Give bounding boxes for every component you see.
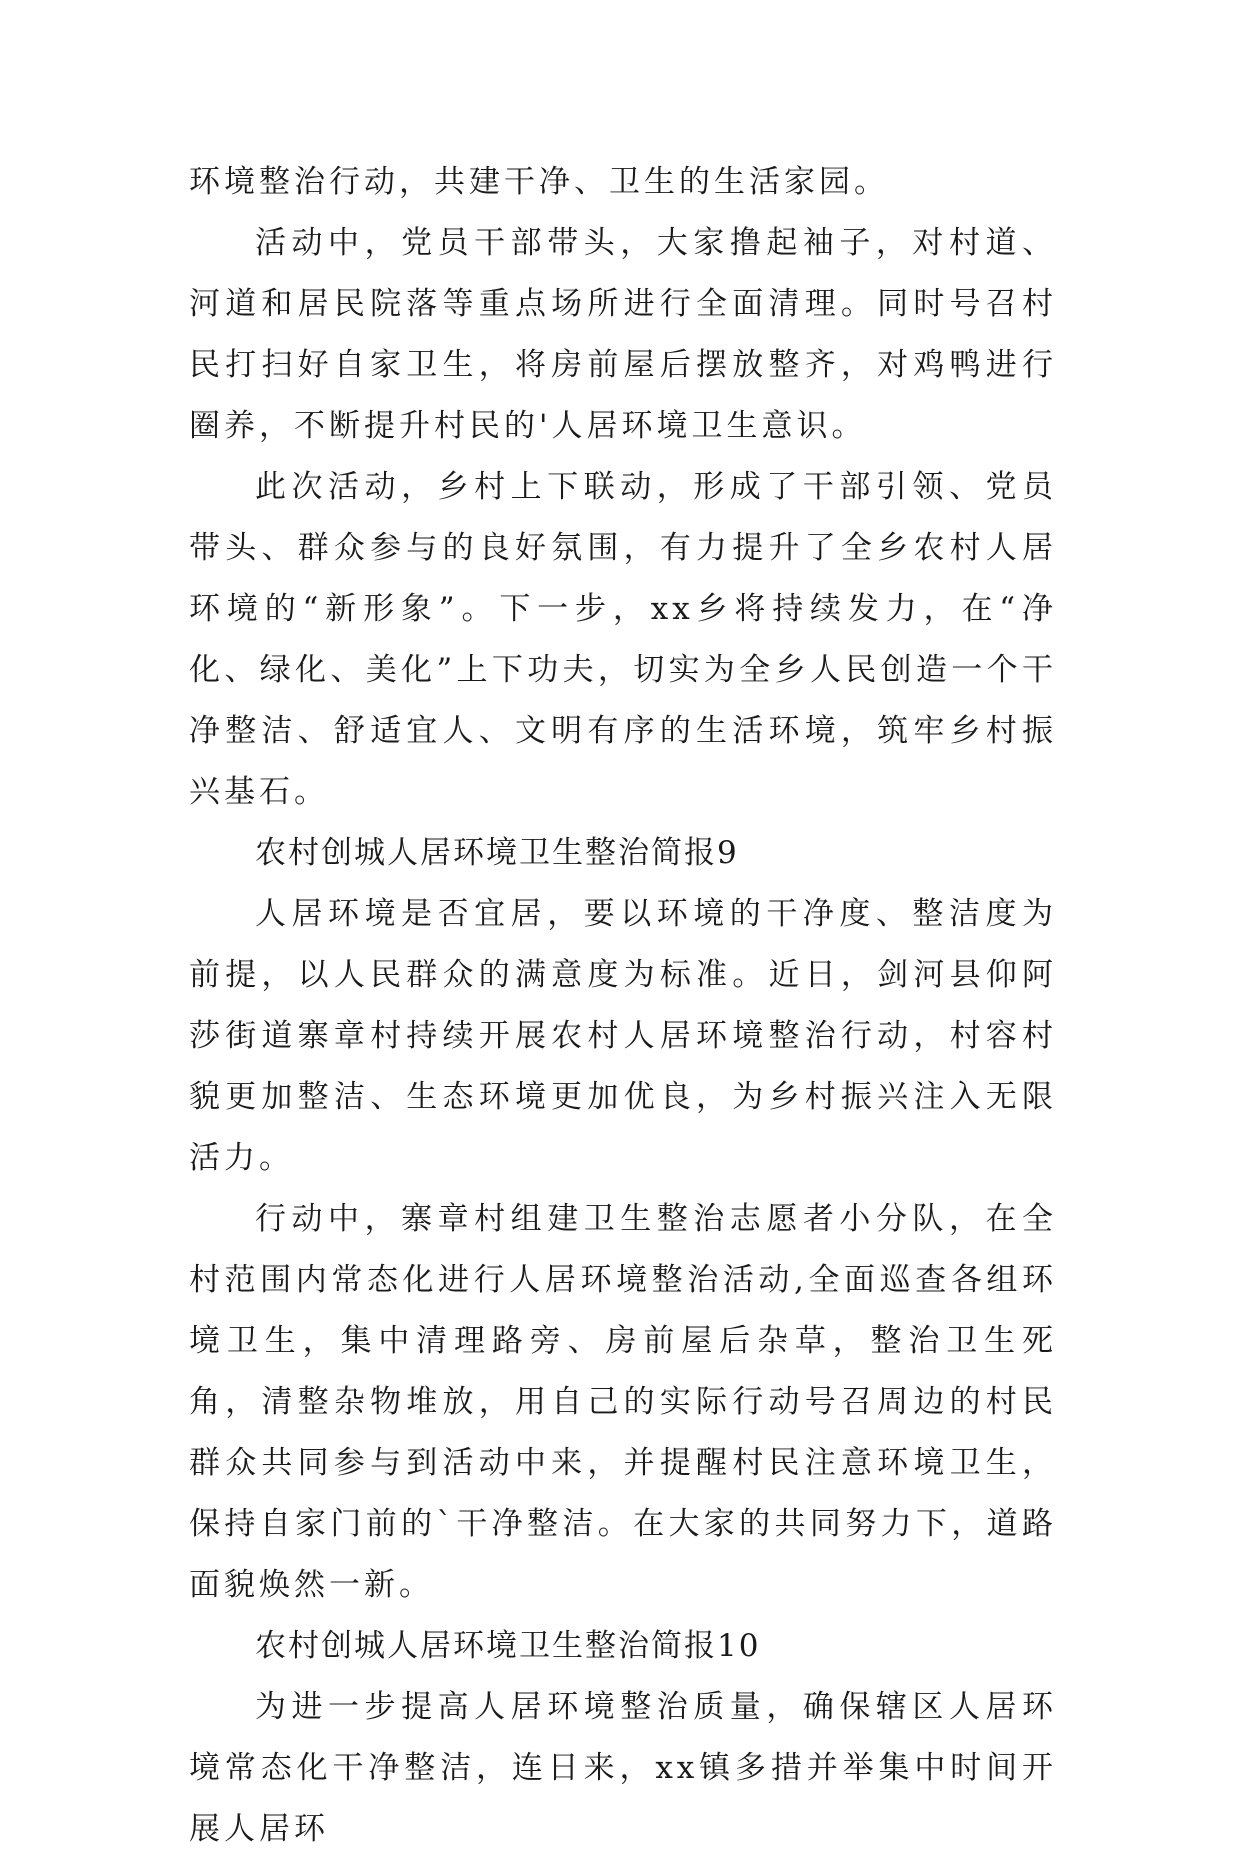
paragraph-activity: 活动中，党员干部带头，大家撸起袖子，对村道、河道和居民院落等重点场所进行全面清理。同时号召村民打扫好自家卫生，将房前屋后摆放整齐，对鸡鸭进行圈养，不断提升村民的'人居环境卫生意识。: [189, 225, 1057, 444]
section-heading-10: 农村创城人居环境卫生整治简报10: [255, 1628, 761, 1664]
paragraph-livable: 人居环境是否宜居，要以环境的干净度、整洁度为前提，以人民群众的满意度为标准。近日，剑河县仰阿莎街道寨章村持续开展农村人居环境整治行动，村容村貌更加整洁、生态环境更加优良，为乡村振兴注入无限活力。: [189, 896, 1057, 1176]
paragraph-improvement: 为进一步提高人居环境整治质量，确保辖区人居环境常态化干净整洁，连日来，xx镇多措并举集中时间开展人居环: [189, 1689, 1057, 1847]
paragraph-linkage: 此次活动，乡村上下联动，形成了干部引领、党员带头、群众参与的良好氛围，有力提升了全乡农村人居环境的“新形象”。下一步，xx乡将持续发力，在“净化、绿化、美化”上下功夫，切实为全乡人民创造一个干净整洁、舒适宜人、文明有序的生活环境，筑牢乡村振兴基石。: [189, 469, 1057, 810]
paragraph-volunteers: 行动中，寨章村组建卫生整治志愿者小分队，在全村范围内常态化进行人居环境整治活动,全面巡查各组环境卫生，集中清理路旁、房前屋后杂草，整治卫生死角，清整杂物堆放，用自己的实际行动号召周边的村民群众共同参与到活动中来，并提醒村民注意环境卫生，保持自家门前的`干净整洁。在大家的共同努力下，道路面貌焕然一新。: [189, 1201, 1057, 1603]
paragraph-continuation: 环境整治行动，共建干净、卫生的生活家园。: [189, 164, 889, 200]
document-body: [189, 152, 1057, 1860]
section-heading-9: 农村创城人居环境卫生整治简报9: [255, 835, 739, 871]
